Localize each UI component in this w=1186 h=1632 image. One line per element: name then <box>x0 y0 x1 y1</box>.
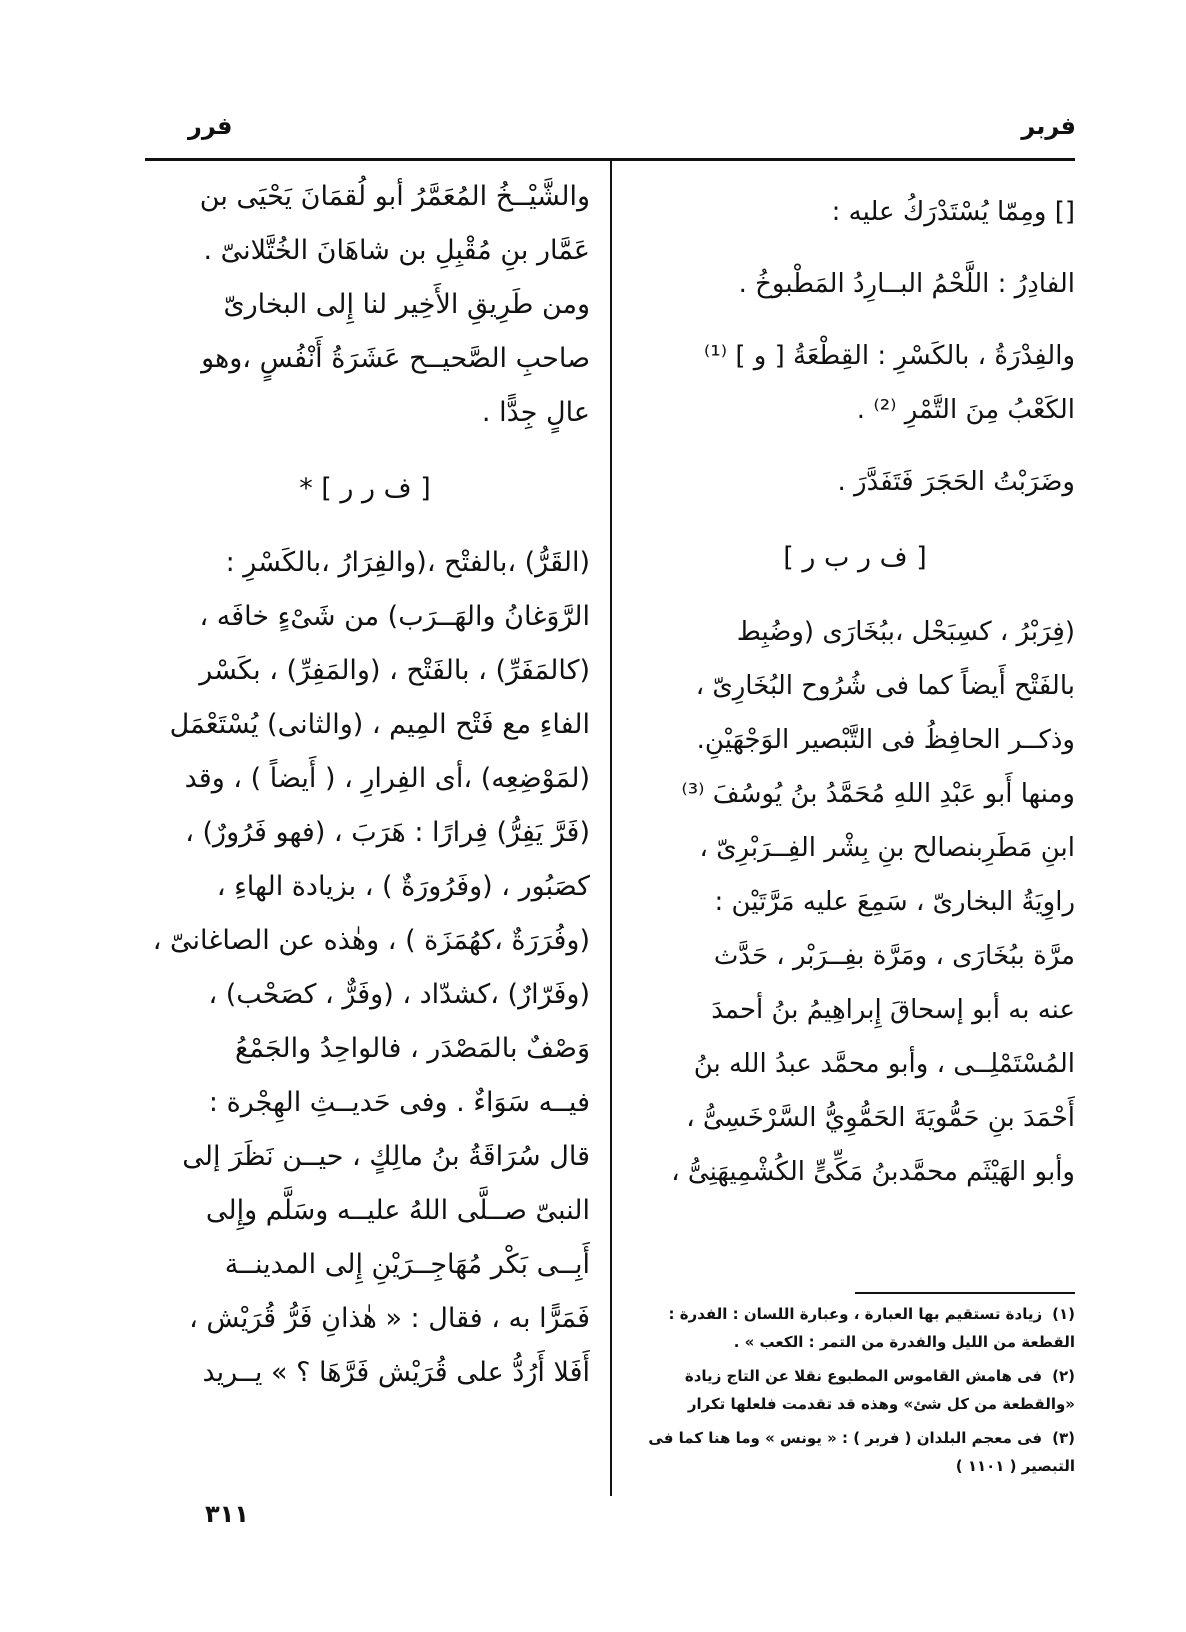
text-line: وَصْفٌ بالمَصْدَر ، فالواحِدُ والجَمْعُ <box>234 1033 590 1064</box>
running-header-right: فربر <box>1021 112 1076 140</box>
text-line: المُسْتَمْلِــى ، وأبو محمَّد عبدُ الله بنُ <box>693 1049 1075 1079</box>
footnotes <box>640 1300 1075 1486</box>
footnote <box>640 1424 1075 1480</box>
text-line: ابنِ مَطَرِبنصالح بنِ بِشْر الفِــرَبْرِىّ ، <box>699 833 1075 863</box>
text-line: (كالمَفَرِّ) ، بالفَتْح ، (والمَفِرِّ) ، بكَسْر <box>199 655 590 686</box>
text-line: صاحبِ الصَّحيــح عَشَرَةُ أَنْفُسٍ ،وهو <box>201 343 590 374</box>
text-line: النبىّ صــلَّى اللهُ عليــه وسَلَّم وإِلى <box>205 1195 590 1226</box>
text-line: (وفَرّارٌ) ،كشدّاد ، (وفَرٌّ ، كصَحْب) ، <box>208 979 590 1010</box>
footnote-number: (١) <box>1052 1305 1075 1323</box>
running-header-left: فرر <box>188 112 233 140</box>
column-divider <box>610 158 612 1496</box>
footnote-rule <box>855 1292 1075 1294</box>
text-line: والشَّيْــخُ المُعَمَّرُ أبو لُقمَانَ يَحْيَى بن <box>199 181 590 212</box>
footnote-number: (٢) <box>1052 1367 1075 1385</box>
text-line: (فِرَبْرُ ، كسِبَحْل ،ببُخَارَى (وضُبِط <box>736 617 1075 647</box>
text-line: فَمَرًّا به ، فقال : « هٰذانِ فَرُّ قُرَيْش ، <box>189 1303 590 1334</box>
text-line: ومن طَرِيقِ الأَخِير لنا إِلى البخارىّ <box>223 289 590 320</box>
right-column <box>635 185 1075 1199</box>
footnote-number: (٣) <box>1052 1429 1075 1447</box>
text-line: أَفَلا أَرُدُّ على قُرَيْش فَرَّهَا ؟ » يــريد <box>202 1357 590 1388</box>
text-line: وضَرَبْتُ الحَجَرَ فَتَفَدَّرَ . <box>837 467 1075 497</box>
footnote <box>640 1362 1075 1418</box>
entry-heading-frr: [ ف ر ر ] * <box>299 473 431 504</box>
text-line: الرَّوَغانُ والهَــرَب) من شَىْءٍ خافَه ، <box>199 601 590 632</box>
text-line: ومنها أَبو عَبْدِ اللهِ مُحَمَّدُ بنُ يُوسُفَ ⁽³⁾ <box>681 779 1075 809</box>
text-line: قال سُرَاقَةُ بنُ مالِكٍ ، حيــن نَظَرَ إلى <box>182 1141 590 1172</box>
left-column <box>140 170 590 1400</box>
text-line: (القَرُّ) ،بالفتْح ،(والفِرَارُ ،بالكَسْرِ : <box>225 547 590 578</box>
text-line: عالٍ جِدًّا . <box>481 397 590 428</box>
text-line: عَمَّار بنِ مُقْبِلِ بن شاهَانَ الخُتَّلانىّ . <box>203 235 590 266</box>
text-line: وأبو الهَيْثَم محمَّدبنُ مَكِّىٍّ الكُشْمِيهَنِىُّ ، <box>671 1157 1075 1187</box>
text-line: (وفُرَرَةٌ ،كهُمَزَة ) ، وهٰذه عن الصاغانىّ ، <box>152 925 590 956</box>
text-line: [] ومِمّا يُسْتَدْرَكُ عليه : <box>831 197 1075 227</box>
text-line: راوِيَةُ البخارىّ ، سَمِعَ عليه مَرَّتَيْن : <box>714 887 1075 917</box>
text-line: مرَّة ببُخَارَى ، ومَرَّة بفِــرَبْر ، حَدَّث <box>713 941 1075 971</box>
text-line: (فَرَّ يَفِرُّ) فِرارًا : هَرَبَ ، (فهو فَرُورٌ) ، <box>185 817 590 848</box>
text-line: الكَعْبُ مِنَ التَّمْرِ ⁽²⁾ . <box>856 395 1075 425</box>
entry-heading-frbr: [ ف ر ب ر ] <box>783 542 927 573</box>
text-line: الفاءِ مع فَتْح المِيم ، (والثانى) يُسْتَعْمَل <box>169 709 590 740</box>
text-line: بالفَتْح أَيضاً كما فى شُرُوح البُخَارِىّ ، <box>695 671 1075 701</box>
text-line: أَبِــى بَكْر مُهَاجِــرَيْنِ إِلى المدينــة <box>224 1249 590 1280</box>
text-line: عنه به أبو إسحاقَ إِبراهِيمُ بنُ أحمدَ <box>711 995 1075 1025</box>
text-line: الفادِرُ : اللَّحْمُ البــارِدُ المَطْبوخُ . <box>738 269 1075 299</box>
footnote-text: فى هامش القاموس المطبوع نقلا عن التاج زيادة «والقطعة من كل شئ» وهذه قد تقدمت فلعلها تكرار <box>684 1367 1075 1413</box>
footnote <box>640 1300 1075 1356</box>
text-line: (لمَوْضِعِه) ،أى الفِرارِ ، ( أَيضاً ) ، وقد <box>184 763 590 794</box>
text-line: أَحْمَدَ بنِ حَمُّويَةَ الحَمُّوِيُّ السَّرْخَسِىُّ ، <box>686 1103 1075 1133</box>
page-number: ٣١١ <box>205 1500 249 1528</box>
text-line: فيــه سَوَاءٌ . وفى حَديــثِ الهِجْرة : <box>208 1087 590 1118</box>
footnote-text: فى معجم البلدان ( فربر ) : « يونس » وما هنا كما فى التبصير ( ١١٠١ ) <box>648 1429 1075 1475</box>
text-line: كصَبُور ، (وفَرُورَةٌ ) ، بزيادة الهاءِ ، <box>216 871 590 902</box>
footnote-text: زيادة تستقيم بها العبارة ، وعبارة اللسان : الفدرة : القطعة من الليل والفدرة من التمر : الكعب » . <box>668 1305 1075 1351</box>
text-line: وذكــر الحافِظُ فى التَّبْصير الوَجْهَيْنِ. <box>696 725 1075 755</box>
text-line: والفِدْرَةُ ، بالكَسْرِ : القِطْعَةُ [ و ] ⁽¹⁾ <box>703 341 1075 371</box>
